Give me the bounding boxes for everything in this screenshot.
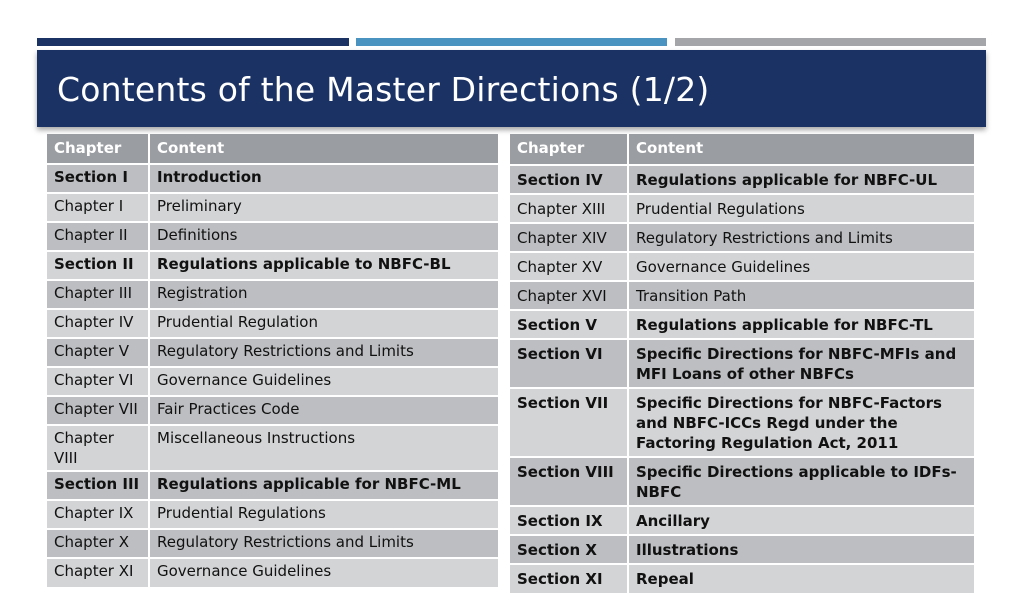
content-cell: Introduction	[149, 164, 498, 193]
table-row	[510, 506, 974, 535]
chapter-cell: Chapter XV	[510, 252, 628, 281]
table-row	[47, 338, 498, 367]
chapter-cell: Chapter XI	[47, 558, 149, 587]
content-cell: Ancillary	[628, 506, 974, 535]
accent-bar-navy	[37, 38, 349, 46]
table-row	[510, 535, 974, 564]
content-cell: Definitions	[149, 222, 498, 251]
chapter-cell: Chapter XVI	[510, 281, 628, 310]
content-cell: Prudential Regulation	[149, 309, 498, 338]
chapter-cell: Chapter I	[47, 193, 149, 222]
chapter-cell: Section IX	[510, 506, 628, 535]
table-header-row	[510, 134, 974, 165]
content-cell: Preliminary	[149, 193, 498, 222]
chapter-cell: Section II	[47, 251, 149, 280]
content-cell: Specific Directions applicable to IDFs-NBFC	[628, 457, 974, 506]
table-row	[510, 457, 974, 506]
title-banner	[37, 50, 986, 127]
content-cell: Regulations applicable for NBFC-UL	[628, 165, 974, 194]
chapter-cell: Chapter VI	[47, 367, 149, 396]
content-cell: Regulatory Restrictions and Limits	[149, 529, 498, 558]
table-row	[47, 193, 498, 222]
table-row	[510, 281, 974, 310]
table-row	[47, 529, 498, 558]
header-content: Content	[628, 134, 974, 165]
chapter-cell: Chapter V	[47, 338, 149, 367]
table-row	[47, 367, 498, 396]
content-cell: Specific Directions for NBFC-MFIs and MFI Loans of other NBFCs	[628, 339, 974, 388]
chapter-cell: Chapter VIII	[47, 425, 149, 471]
header-content: Content	[149, 134, 498, 164]
chapter-cell: Chapter XIII	[510, 194, 628, 223]
header-chapter: Chapter	[47, 134, 149, 164]
content-cell: Governance Guidelines	[149, 367, 498, 396]
content-cell: Regulations applicable for NBFC-TL	[628, 310, 974, 339]
chapter-cell: Chapter II	[47, 222, 149, 251]
table-row	[47, 222, 498, 251]
chapter-cell: Section I	[47, 164, 149, 193]
content-cell: Governance Guidelines	[628, 252, 974, 281]
table-row	[47, 558, 498, 587]
content-cell: Registration	[149, 280, 498, 309]
content-cell: Regulatory Restrictions and Limits	[628, 223, 974, 252]
content-cell: Regulatory Restrictions and Limits	[149, 338, 498, 367]
table-row	[47, 251, 498, 280]
left-contents-table	[47, 134, 498, 587]
table-row	[47, 309, 498, 338]
table-row	[47, 500, 498, 529]
table-row	[47, 396, 498, 425]
table-row	[510, 339, 974, 388]
chapter-cell: Chapter VII	[47, 396, 149, 425]
chapter-cell: Chapter IV	[47, 309, 149, 338]
content-cell: Transition Path	[628, 281, 974, 310]
chapter-cell: Chapter XIV	[510, 223, 628, 252]
chapter-cell: Chapter X	[47, 529, 149, 558]
accent-bar-blue	[356, 38, 667, 46]
content-cell: Prudential Regulations	[149, 500, 498, 529]
table-row	[510, 165, 974, 194]
chapter-cell: Chapter IX	[47, 500, 149, 529]
chapter-cell: Section VIII	[510, 457, 628, 506]
slide-title: Contents of the Master Directions (1/2)	[57, 70, 710, 109]
table-row	[47, 471, 498, 500]
chapter-cell: Section XI	[510, 564, 628, 593]
chapter-cell: Section III	[47, 471, 149, 500]
chapter-cell: Section X	[510, 535, 628, 564]
table-row	[47, 164, 498, 193]
content-cell: Regulations applicable to NBFC-BL	[149, 251, 498, 280]
content-cell: Fair Practices Code	[149, 396, 498, 425]
table-row	[47, 425, 498, 471]
header-chapter: Chapter	[510, 134, 628, 165]
table-header-row	[47, 134, 498, 164]
table-row	[510, 252, 974, 281]
chapter-cell: Section VI	[510, 339, 628, 388]
table-row	[510, 564, 974, 593]
table-row	[510, 223, 974, 252]
content-cell: Specific Directions for NBFC-Factors and NBFC-ICCs Regd under the Factoring Regulation Act, 2011	[628, 388, 974, 457]
chapter-cell: Section IV	[510, 165, 628, 194]
content-cell: Miscellaneous Instructions	[149, 425, 498, 471]
content-cell: Governance Guidelines	[149, 558, 498, 587]
content-cell: Repeal	[628, 564, 974, 593]
content-cell: Illustrations	[628, 535, 974, 564]
chapter-cell: Section VII	[510, 388, 628, 457]
right-contents-table	[510, 134, 974, 593]
table-row	[510, 310, 974, 339]
table-row	[47, 280, 498, 309]
table-row	[510, 388, 974, 457]
table-row	[510, 194, 974, 223]
accent-bar-gray	[675, 38, 986, 46]
chapter-cell: Section V	[510, 310, 628, 339]
content-cell: Prudential Regulations	[628, 194, 974, 223]
content-cell: Regulations applicable for NBFC-ML	[149, 471, 498, 500]
chapter-cell: Chapter III	[47, 280, 149, 309]
